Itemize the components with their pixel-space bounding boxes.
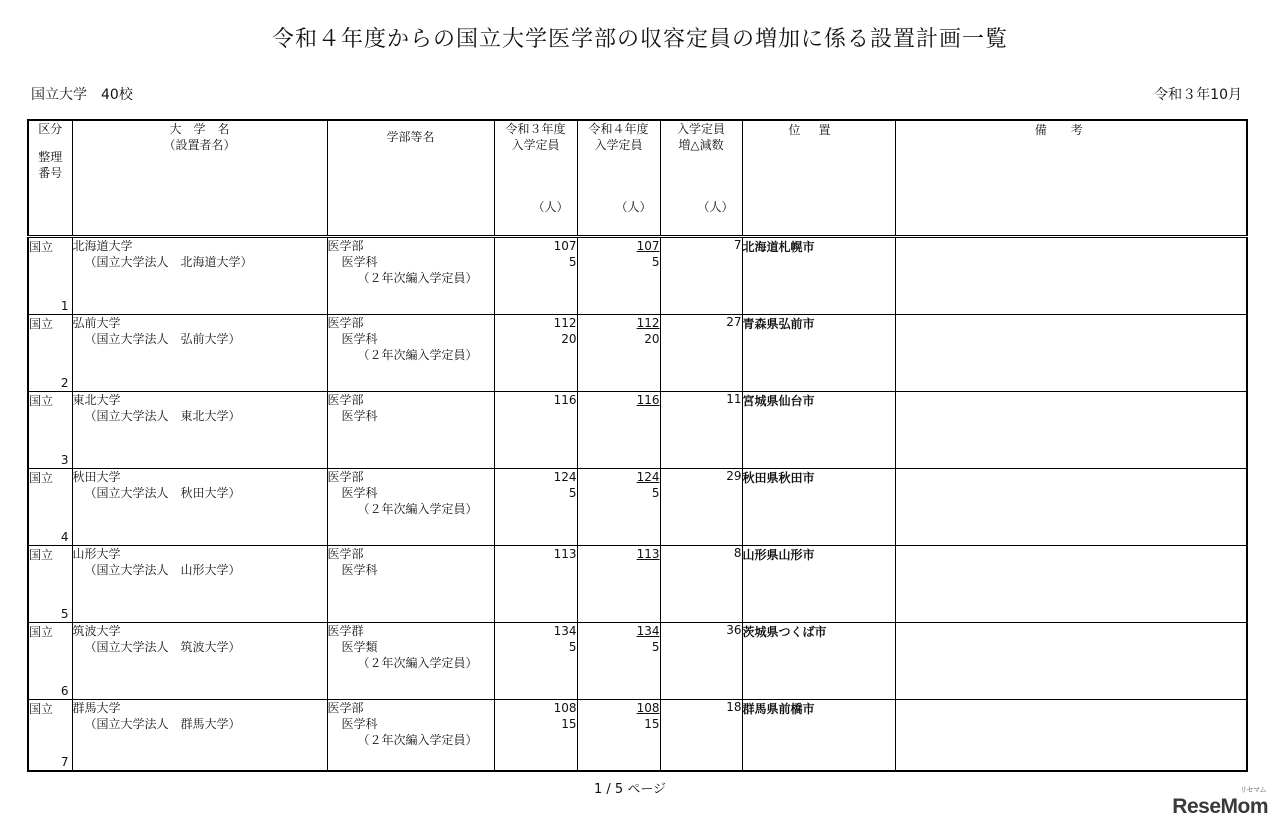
cell-remarks — [895, 392, 1247, 469]
header-univ-name: 大 学 名 （設置者名） — [72, 120, 327, 237]
date-label: 令和３年10月 — [1154, 87, 1242, 103]
table-row — [28, 237, 1247, 315]
cell-diff: 27 — [660, 315, 742, 392]
table-row — [28, 392, 1247, 469]
resemom-logo-small: リセマム — [1240, 787, 1266, 794]
table-row — [28, 315, 1247, 392]
cell-univ: 群馬大学 （国立大学法人 群馬大学） — [72, 700, 327, 772]
cell-location: 山形県山形市 — [742, 546, 895, 623]
cell-r4: 116 — [577, 392, 660, 469]
cell-remarks — [895, 700, 1247, 772]
cell-kubun: 国立 7 — [28, 700, 72, 772]
cell-r4: 113 — [577, 546, 660, 623]
header-location: 位置 — [742, 120, 895, 237]
cell-remarks — [895, 546, 1247, 623]
header-diff: 入学定員 増△減数 （人） — [660, 120, 742, 237]
cell-remarks — [895, 315, 1247, 392]
cell-diff: 8 — [660, 546, 742, 623]
cell-faculty: 医学部 医学科 （２年次編入学定員） — [327, 469, 494, 546]
header-r3-capacity: 令和３年度 入学定員 （人） — [494, 120, 577, 237]
cell-univ: 弘前大学 （国立大学法人 弘前大学） — [72, 315, 327, 392]
cell-r3: 124 5 — [494, 469, 577, 546]
cell-r3: 134 5 — [494, 623, 577, 700]
resemom-logo: ReseMom リセマム — [1172, 787, 1268, 818]
cell-remarks — [895, 469, 1247, 546]
cell-univ: 東北大学 （国立大学法人 東北大学） — [72, 392, 327, 469]
cell-r3: 108 15 — [494, 700, 577, 772]
cell-faculty: 医学部 医学科 — [327, 392, 494, 469]
cell-univ: 筑波大学 （国立大学法人 筑波大学） — [72, 623, 327, 700]
header-r4-capacity: 令和４年度 入学定員 （人） — [577, 120, 660, 237]
cell-r4: 107 5 — [577, 237, 660, 315]
cell-univ: 北海道大学 （国立大学法人 北海道大学） — [72, 237, 327, 315]
cell-r4: 134 5 — [577, 623, 660, 700]
table-row — [28, 700, 1247, 772]
cell-diff: 36 — [660, 623, 742, 700]
cell-kubun: 国立 4 — [28, 469, 72, 546]
cell-faculty: 医学群 医学類 （２年次編入学定員） — [327, 623, 494, 700]
document-title: 令和４年度からの国立大学医学部の収容定員の増加に係る設置計画一覧 — [271, 27, 1008, 52]
cell-kubun: 国立 6 — [28, 623, 72, 700]
cell-r4: 124 5 — [577, 469, 660, 546]
cell-r3: 116 — [494, 392, 577, 469]
cell-remarks — [895, 623, 1247, 700]
cell-r3: 113 — [494, 546, 577, 623]
cell-location: 北海道札幌市 — [742, 237, 895, 315]
cell-location: 茨城県つくば市 — [742, 623, 895, 700]
cell-r4: 108 15 — [577, 700, 660, 772]
cell-univ: 秋田大学 （国立大学法人 秋田大学） — [72, 469, 327, 546]
cell-kubun: 国立 2 — [28, 315, 72, 392]
header-faculty: 学部等名 — [327, 120, 494, 237]
cell-kubun: 国立 5 — [28, 546, 72, 623]
header-kubun: 区分 整理 番号 — [28, 120, 72, 237]
cell-r4: 112 20 — [577, 315, 660, 392]
table-header — [28, 120, 1247, 237]
cell-location: 秋田県秋田市 — [742, 469, 895, 546]
cell-r3: 107 5 — [494, 237, 577, 315]
cell-faculty: 医学部 医学科 — [327, 546, 494, 623]
cell-faculty: 医学部 医学科 （２年次編入学定員） — [327, 315, 494, 392]
cell-diff: 29 — [660, 469, 742, 546]
scope-label: 国立大学 40校 — [31, 87, 133, 103]
table-row — [28, 546, 1247, 623]
cell-remarks — [895, 237, 1247, 315]
cell-kubun: 国立 1 — [28, 237, 72, 315]
cell-location: 群馬県前橋市 — [742, 700, 895, 772]
cell-univ: 山形大学 （国立大学法人 山形大学） — [72, 546, 327, 623]
cell-kubun: 国立 3 — [28, 392, 72, 469]
cell-diff: 7 — [660, 237, 742, 315]
header-remarks: 備考 — [895, 120, 1247, 237]
cell-location: 宮城県仙台市 — [742, 392, 895, 469]
table-row — [28, 623, 1247, 700]
page-number: 1 / 5 ページ — [594, 782, 667, 797]
cell-diff: 18 — [660, 700, 742, 772]
cell-diff: 11 — [660, 392, 742, 469]
cell-location: 青森県弘前市 — [742, 315, 895, 392]
cell-faculty: 医学部 医学科 （２年次編入学定員） — [327, 237, 494, 315]
cell-r3: 112 20 — [494, 315, 577, 392]
table-row — [28, 469, 1247, 546]
plan-table — [27, 119, 1248, 772]
cell-faculty: 医学部 医学科 （２年次編入学定員） — [327, 700, 494, 772]
